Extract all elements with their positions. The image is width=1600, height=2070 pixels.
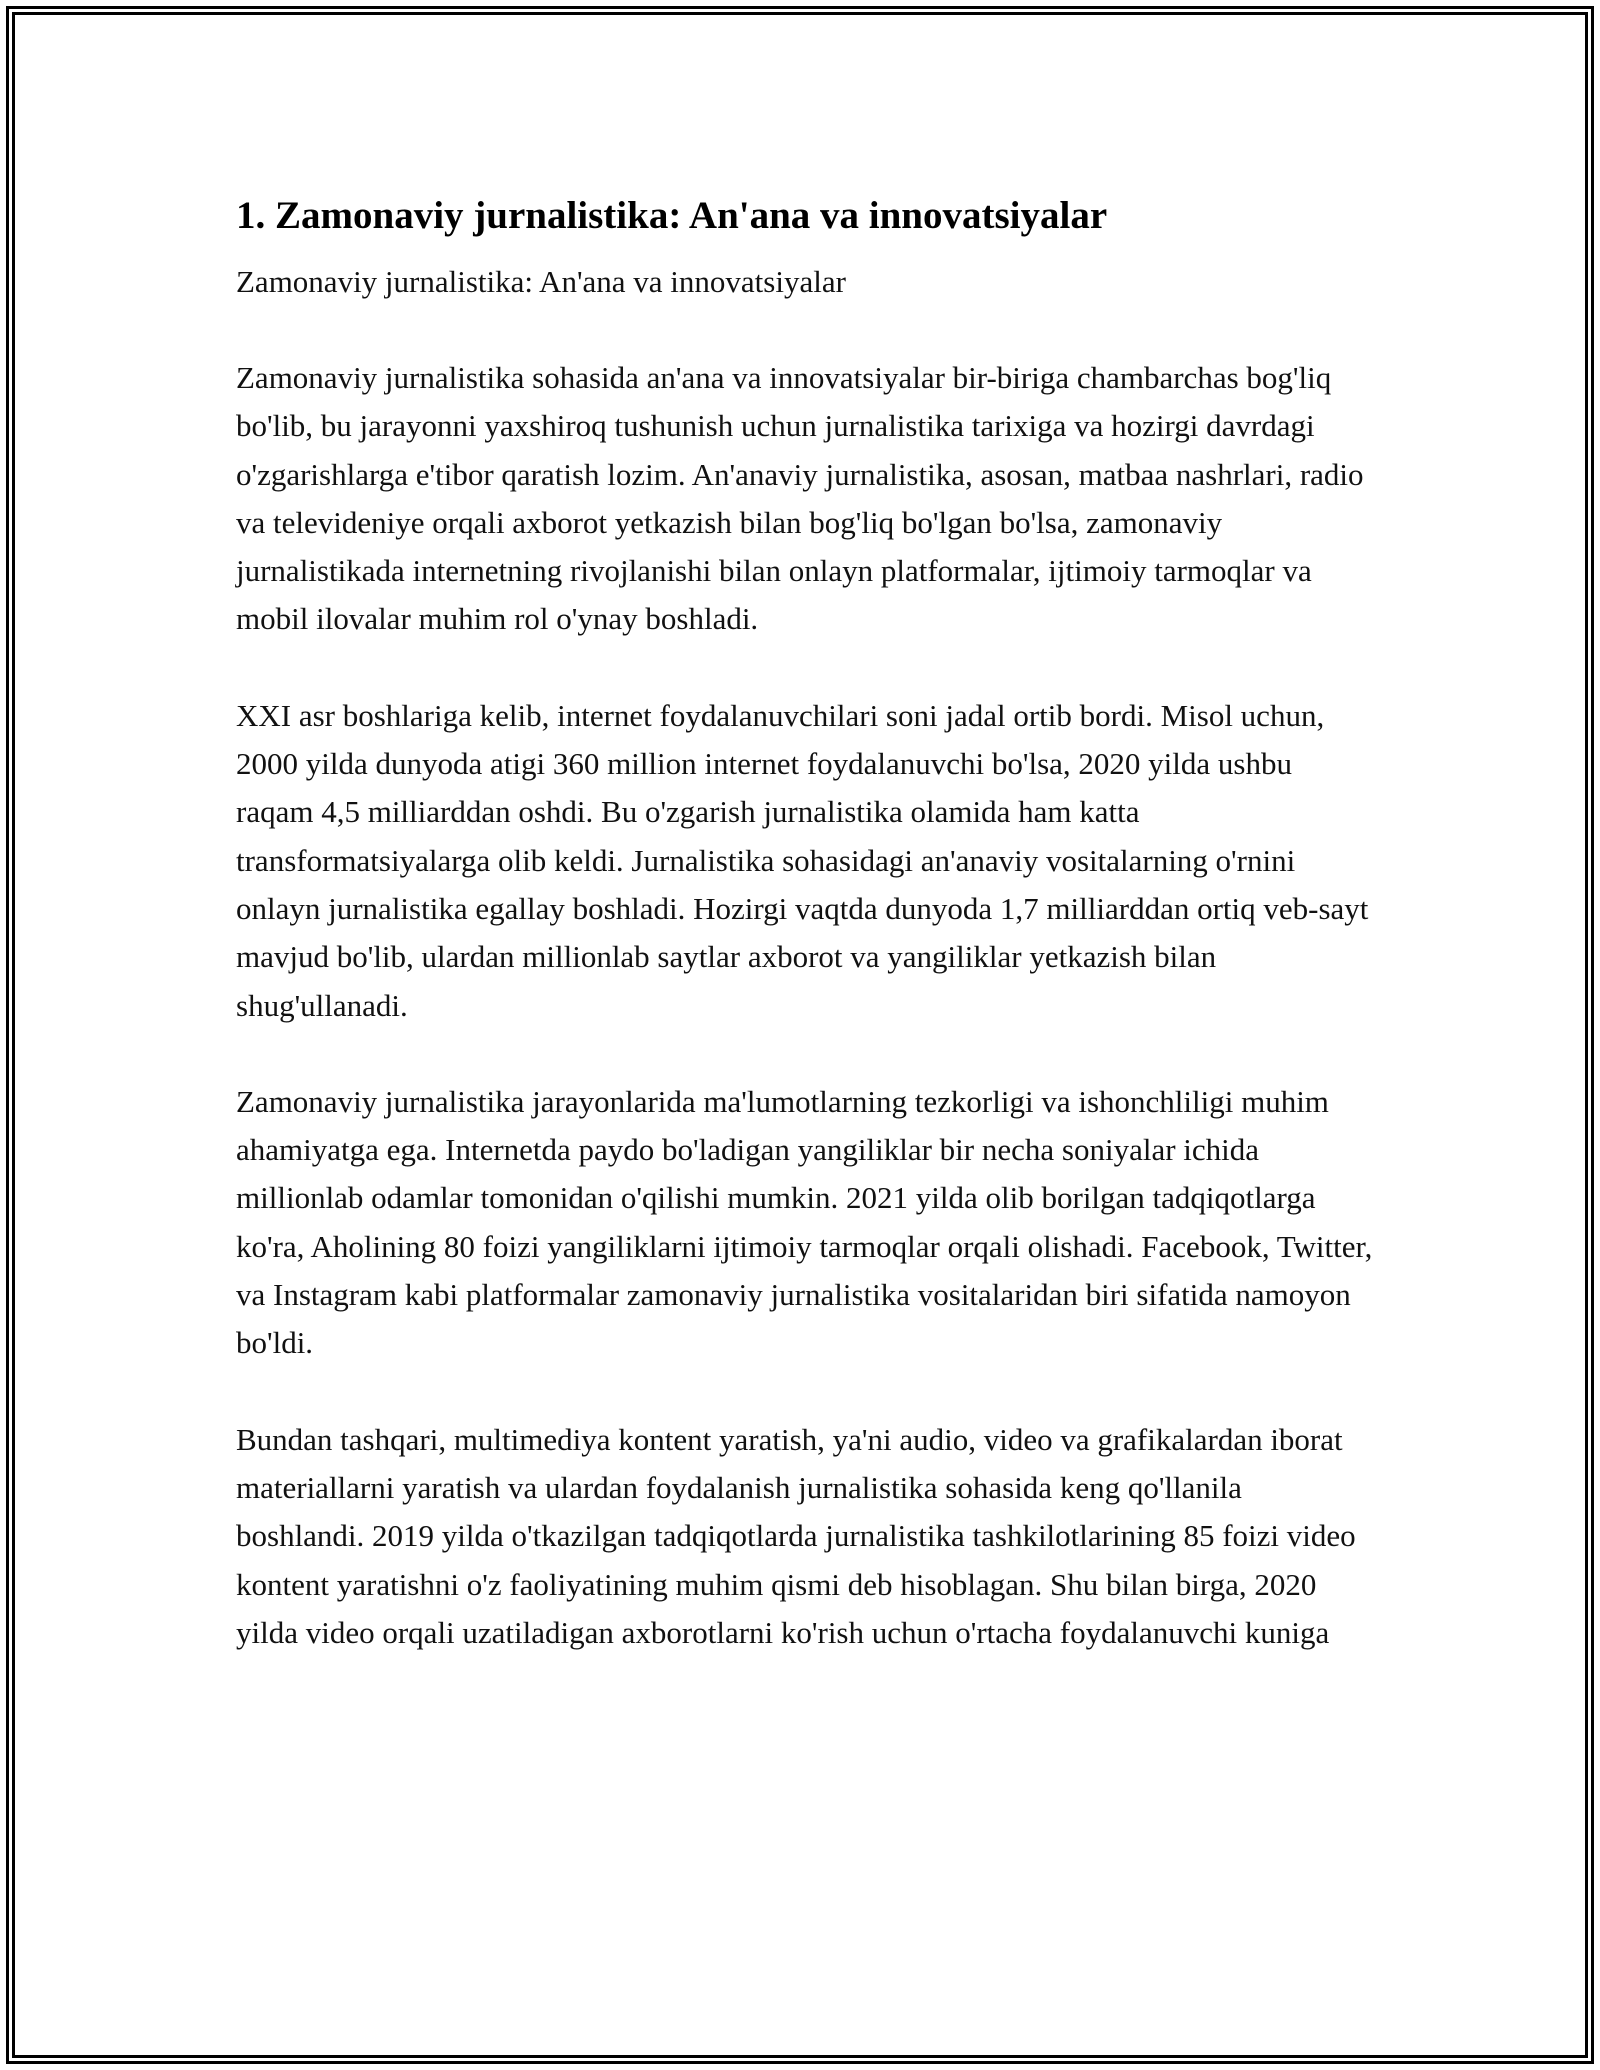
paragraph-2: XXI asr boshlariga kelib, internet foydalanuvchilari soni jadal ortib bordi. Misol uchun, 2000 yilda dunyoda atigi 360 million internet foydalanuvchi bo'lsa, 2020 yilda ushbu raqam 4,5 milliarddan oshdi. Bu o'zgarish jurnalistika olamida ham katta transformatsiyalarga olib keldi. Jurnalistika sohasidagi an'anaviy vositalarning o'rnini onlayn jurnalistika egallay boshladi. Hozirgi vaqtda dunyoda 1,7 milliarddan ortiq veb-sayt mavjud bo'lib, ulardan millionlab saytlar axborot va yangiliklar yetkazish bilan shug'ullanadi. — [236, 697, 1369, 1023]
document-body — [236, 188, 1376, 1705]
paragraph-3: Zamonaviy jurnalistika jarayonlarida ma'lumotlarning tezkorligi va ishonchliligi muhim ahamiyatga ega. Internetda paydo bo'ladigan yangiliklar bir necha soniyalar ichida millionlab odamlar tomonidan o'qilishi mumkin. 2021 yilda olib borilgan tadqiqotlarga ko'ra, Aholining 80 foizi yangiliklarni ijtimoiy tarmoqlar orqali olishadi. Facebook, Twitter, va Instagram kabi platformalar zamonaviy jurnalistika vositalaridan biri sifatida namoyon bo'ldi. — [236, 1083, 1373, 1361]
paragraph-1: Zamonaviy jurnalistika sohasida an'ana va innovatsiyalar bir-biriga chambarchas bog'liq bo'lib, bu jarayonni yaxshiroq tushunish uchun jurnalistika tarixiga va hozirgi davrdagi o'zgarishlarga e'tibor qaratish lozim. An'anaviy jurnalistika, asosan, matbaa nashrlari, radio va televideniye orqali axborot yetkazish bilan bog'liq bo'lgan bo'lsa, zamonaviy jurnalistikada internetning rivojlanishi bilan onlayn platformalar, ijtimoiy tarmoqlar va mobil ilovalar muhim rol o'ynay boshladi. — [236, 360, 1364, 637]
paragraph-4: Bundan tashqari, multimediya kontent yaratish, ya'ni audio, video va grafikalardan iborat materiallarni yaratish va ulardan foydalanish jurnalistika sohasida keng qo'llanila boshlandi. 2019 yilda o'tkazilgan tadqiqotlarda jurnalistika tashkilotlarining 85 foizi video kontent yaratishni o'z faoliyatining muhim qismi deb hisoblagan. Shu bilan birga, 2020 yilda video orqali uzatiladigan axborotlarni ko'rish uchun o'rtacha foydalanuvchi kuniga — [236, 1421, 1356, 1650]
section-subtitle: Zamonaviy jurnalistika: An'ana va innovatsiyalar — [236, 264, 846, 299]
section-heading: 1. Zamonaviy jurnalistika: An'ana va innovatsiyalar — [236, 194, 1108, 237]
